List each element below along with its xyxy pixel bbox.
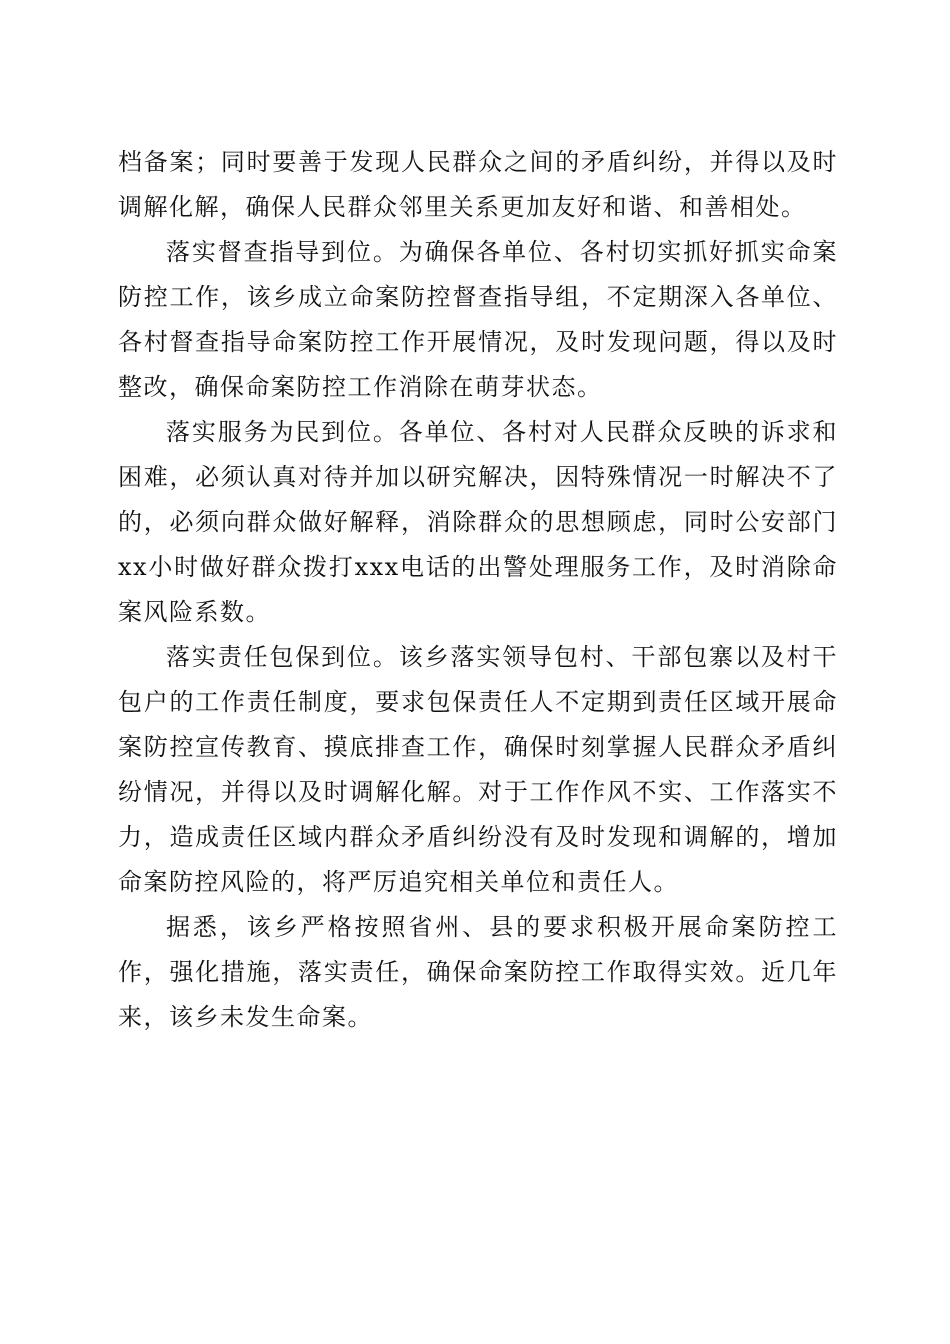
paragraph-continuation: 档备案；同时要善于发现人民群众之间的矛盾纠纷，并得以及时调解化解，确保人民群众邻里关系更加友好和谐、和善相处。 xyxy=(118,148,838,221)
document-page xyxy=(118,140,838,1040)
paragraph-summary: 据悉，该乡严格按照省州、县的要求积极开展命案防控工作，强化措施，落实责任，确保命案防控工作取得实效。近几年来，该乡未发生命案。 xyxy=(118,913,838,1031)
paragraph-responsibility: 落实责任包保到位。该乡落实领导包村、干部包寨以及村干包户的工作责任制度，要求包保责任人不定期到责任区域开展命案防控宣传教育、摸底排查工作，确保时刻掌握人民群众矛盾纠纷情况，并得以及时调解化解。对于工作作风不实、工作落实不力，造成责任区域内群众矛盾纠纷没有及时发现和调解的，增加命案防控风险的，将严厉追究相关单位和责任人。 xyxy=(118,643,838,896)
paragraph-supervision: 落实督查指导到位。为确保各单位、各村切实抓好抓实命案防控工作，该乡成立命案防控督查指导组，不定期深入各单位、各村督查指导命案防控工作开展情况，及时发现问题，得以及时整改，确保命案防控工作消除在萌芽状态。 xyxy=(118,238,838,401)
paragraph-service: 落实服务为民到位。各单位、各村对人民群众反映的诉求和困难，必须认真对待并加以研究解决，因特殊情况一时解决不了的，必须向群众做好解释，消除群众的思想顾虑，同时公安部门xx小时做好群众拨打xxx电话的出警处理服务工作，及时消除命案风险系数。 xyxy=(118,418,838,626)
